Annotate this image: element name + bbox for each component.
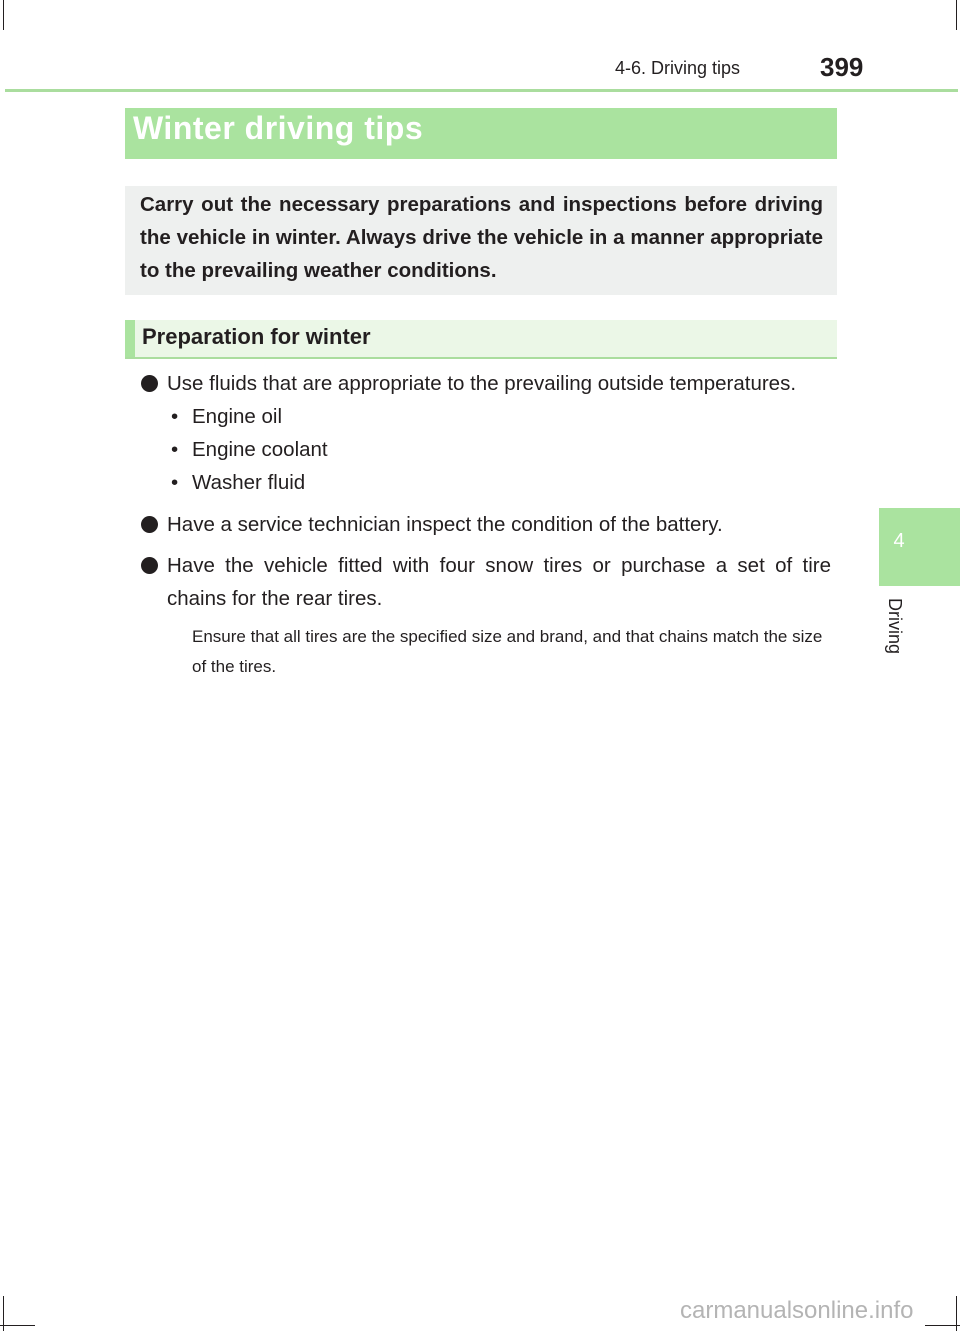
crop-mark — [925, 1325, 960, 1326]
section-accent — [125, 320, 135, 357]
sub-list-item-text: Washer fluid — [192, 471, 306, 494]
page-number: 399 — [820, 52, 864, 82]
header-divider — [5, 89, 958, 92]
chapter-number: 4 — [893, 530, 905, 552]
sub-list-item-text: Engine coolant — [192, 438, 328, 461]
list-item-text: Use fluids that are appropriate to the prevailing outside temperatures. — [167, 372, 797, 395]
intro-text: Carry out the necessary preparations and inspections before driving the vehicle in winter. Always drive the vehicle in a manner appropriate to the prevailing weather conditions. — [140, 193, 823, 282]
watermark: carmanualsonline.info — [680, 1297, 914, 1324]
list-item-text: Have a service technician inspect the condition of the battery. — [167, 513, 723, 536]
header-section-title: 4-6. Driving tips — [615, 58, 741, 78]
crop-mark — [3, 0, 4, 30]
page-title: Winter driving tips — [133, 110, 424, 146]
crop-mark — [0, 1325, 35, 1326]
intro-box — [125, 186, 837, 295]
sub-list-item-text: Engine oil — [192, 405, 283, 428]
section-heading-bar — [125, 320, 837, 359]
chapter-tab — [879, 508, 960, 586]
bullet-icon — [141, 375, 158, 392]
title-bar — [125, 108, 837, 159]
bullet-icon — [141, 516, 158, 533]
list-item-text: Have the vehicle fitted with four snow tires or purchase a set of tire chains for the rear tires. — [167, 554, 831, 610]
crop-mark — [956, 0, 957, 30]
bullet-icon — [141, 557, 158, 574]
dot-icon: • — [171, 438, 179, 461]
section-heading: Preparation for winter — [142, 324, 371, 349]
dot-icon: • — [171, 471, 179, 494]
chapter-label: Driving — [885, 598, 905, 655]
dot-icon: • — [171, 405, 179, 428]
note-text: Ensure that all tires are the specified size and brand, and that chains match the size of the tires. — [192, 627, 823, 676]
